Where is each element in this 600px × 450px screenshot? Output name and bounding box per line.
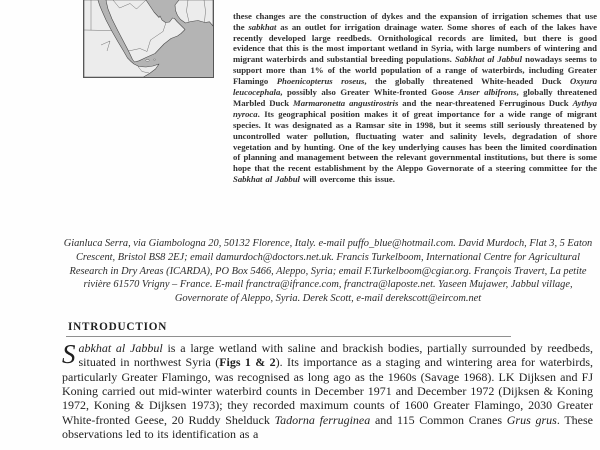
introduction-text: abkhat al Jabbul is a large wetland with saline and brackish bodies, partially surrounded by reedbeds, situated in northwest Syria (Figs 1 & 2). Its importance as a staging and wintering area for waterbirds, particularly Greater Flamingo, was recognised as long ago as the 1960s (Savage 1968). LK Dijksen and FJ Koning carried out mid-winter waterbird counts in December 1971 and December 1972 (Dijksen & Koning 1972, Koning & Dijksen 1973); they recorded maximum counts of 1600 Greater Flamingo, 2030 Greater White-fronted Geese, 20 Ruddy Shelduck Tadorna ferruginea and 115 Common Cranes Grus grus. These observations led to its identification as a	[62, 341, 593, 442]
abstract-paragraph: these changes are the construction of dykes and the expansion of irrigation schemes that use the sabkhat as an outlet for irrigation drainage water. Some shores of each of the lakes have recently developed large reedbeds. Ornithological records are limited, but there is good evidence that this is the most important wetland in Syria, with large numbers of wintering and migrant waterbirds and substantial breeding populations. Sabkhat al Jabbul nowadays seems to support more than 1% of the world population of a range of waterbirds, including Greater Flamingo Phoenicopterus roseus, the globally threatened White-headed Duck Oxyura leucocephala, possibly also Greater White-fronted Goose Anser albifrons, globally threatened Marbled Duck Marmaronetta angustirostris and the near-threatened Ferruginous Duck Aythya nyroca. Its geographical position makes it of great importance for a wide range of migrant species. It was designated as a Ramsar site in 1998, but it seems still seriously threatened by uncontrolled water pollution, fluctuating water and salinity levels, degradation of shore vegetation and by hunting. One of the key underlying causes has been the limited coordination of planning and management between the relevant governmental institutions, but there is some hope that the recent establishment by the Aleppo Governorate of a steering committee for the Sabkhat al Jabbul will overcome this issue.	[233, 10, 598, 185]
introduction-paragraph	[62, 341, 593, 450]
heading-rule	[66, 336, 511, 337]
author-affiliations: Gianluca Serra, via Giambologna 20, 50132 Florence, Italy. e-mail puffo_blue@hotmail.com. David Murdoch, Flat 3, 5 Eaton Crescent, Bristol BS8 2EJ; email damurdoch@doctors.net.uk. Francis Turkelboom, International Centre for Agricultural Research in Dry Areas (ICARDA), PO Box 5466, Aleppo, Syria; email F.Turkelboom@cgiar.org. François Travert, La petite rivière 61570 Vrigny – France. E-mail franctra@ifrance.com, franctra@laposte.net. Yaseen Mujawer, Jabbul village, Governorate of Aleppo, Syria. Derek Scott, e-mail derekscott@eircom.net	[63, 238, 593, 304]
middle-east-map	[84, 0, 213, 77]
drop-cap: S	[62, 341, 76, 369]
introduction-heading: INTRODUCTION	[68, 321, 168, 333]
locator-map-figure	[83, 0, 214, 78]
